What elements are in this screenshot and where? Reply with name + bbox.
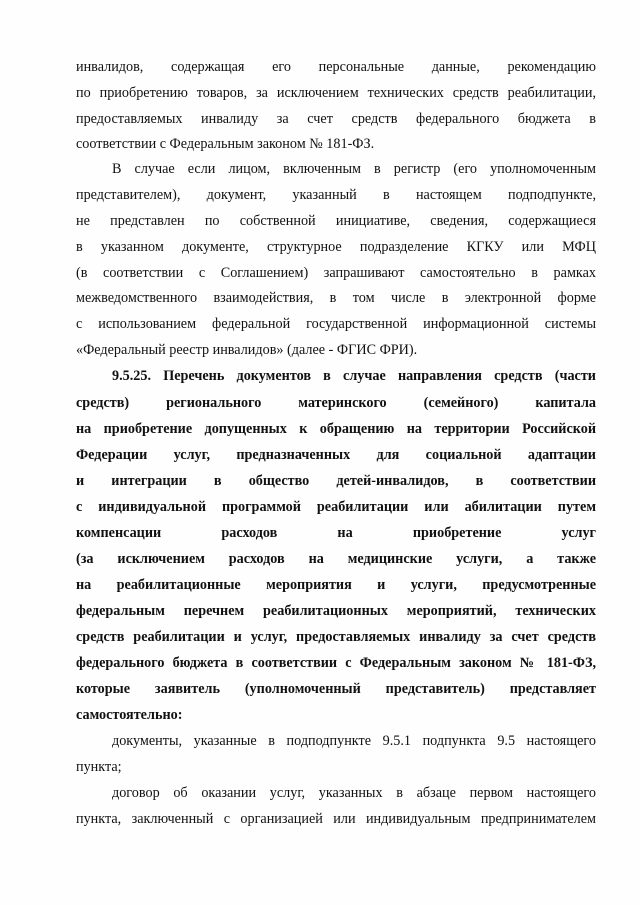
text-line: с использованием федеральной государственной информационной системы xyxy=(76,316,596,332)
text-line: договор об оказании услуг, указанных в абзаце первом настоящего xyxy=(112,785,596,801)
text-line: инвалидов, содержащая его персональные данные, рекомендацию xyxy=(76,59,596,75)
section-heading-line: Федерации услуг, предназначенных для социальной адаптации xyxy=(76,447,596,463)
text-line: соответствии с Федеральным законом № 181-ФЗ. xyxy=(76,136,375,152)
section-heading-line: с индивидуальной программой реабилитации или абилитации путем xyxy=(76,499,596,515)
section-heading-line: которые заявитель (уполномоченный представитель) представляет xyxy=(76,681,596,697)
text-line: предоставляемых инвалиду за счет средств федерального бюджета в xyxy=(76,111,596,127)
section-heading-line: средств) регионального материнского (семейного) капитала xyxy=(76,395,596,411)
text-line: (в соответствии с Соглашением) запрашивают самостоятельно в рамках xyxy=(76,265,596,281)
text-line: представителем), документ, указанный в настоящем подподпункте, xyxy=(76,187,596,203)
section-heading-line: компенсации расходов на приобретение услуг xyxy=(76,525,596,541)
section-heading-line: самостоятельно: xyxy=(76,707,183,723)
text-line: В случае если лицом, включенным в регистр (его уполномоченным xyxy=(112,161,596,177)
section-heading-line: на реабилитационные мероприятия и услуги, предусмотренные xyxy=(76,577,596,593)
text-line: пункта; xyxy=(76,759,122,775)
text-line: пункта, заключенный с организацией или индивидуальным предпринимателем xyxy=(76,811,596,827)
text-line: межведомственного взаимодействия, в том числе в электронной форме xyxy=(76,290,596,306)
text-line: не представлен по собственной инициативе, сведения, содержащиеся xyxy=(76,213,596,229)
section-heading-line: федерального бюджета в соответствии с Федеральным законом № 181-ФЗ, xyxy=(76,655,596,671)
section-heading-line: на приобретение допущенных к обращению на территории Российской xyxy=(76,421,596,437)
text-line: в указанном документе, структурное подразделение КГКУ или МФЦ xyxy=(76,239,596,255)
text-line: «Федеральный реестр инвалидов» (далее - ФГИС ФРИ). xyxy=(76,342,418,358)
section-heading-line: (за исключением расходов на медицинские услуги, а также xyxy=(76,551,596,567)
section-heading-line: 9.5.25. Перечень документов в случае направления средств (части xyxy=(112,368,596,384)
section-heading-line: федеральным перечнем реабилитационных мероприятий, технических xyxy=(76,603,596,619)
text-line: по приобретению товаров, за исключением технических средств реабилитации, xyxy=(76,85,596,101)
section-heading-line: и интеграции в общество детей-инвалидов, в соответствии xyxy=(76,473,596,489)
section-heading-line: средств реабилитации и услуг, предоставляемых инвалиду за счет средств xyxy=(76,629,596,645)
text-line: документы, указанные в подподпункте 9.5.1 подпункта 9.5 настоящего xyxy=(112,733,596,749)
